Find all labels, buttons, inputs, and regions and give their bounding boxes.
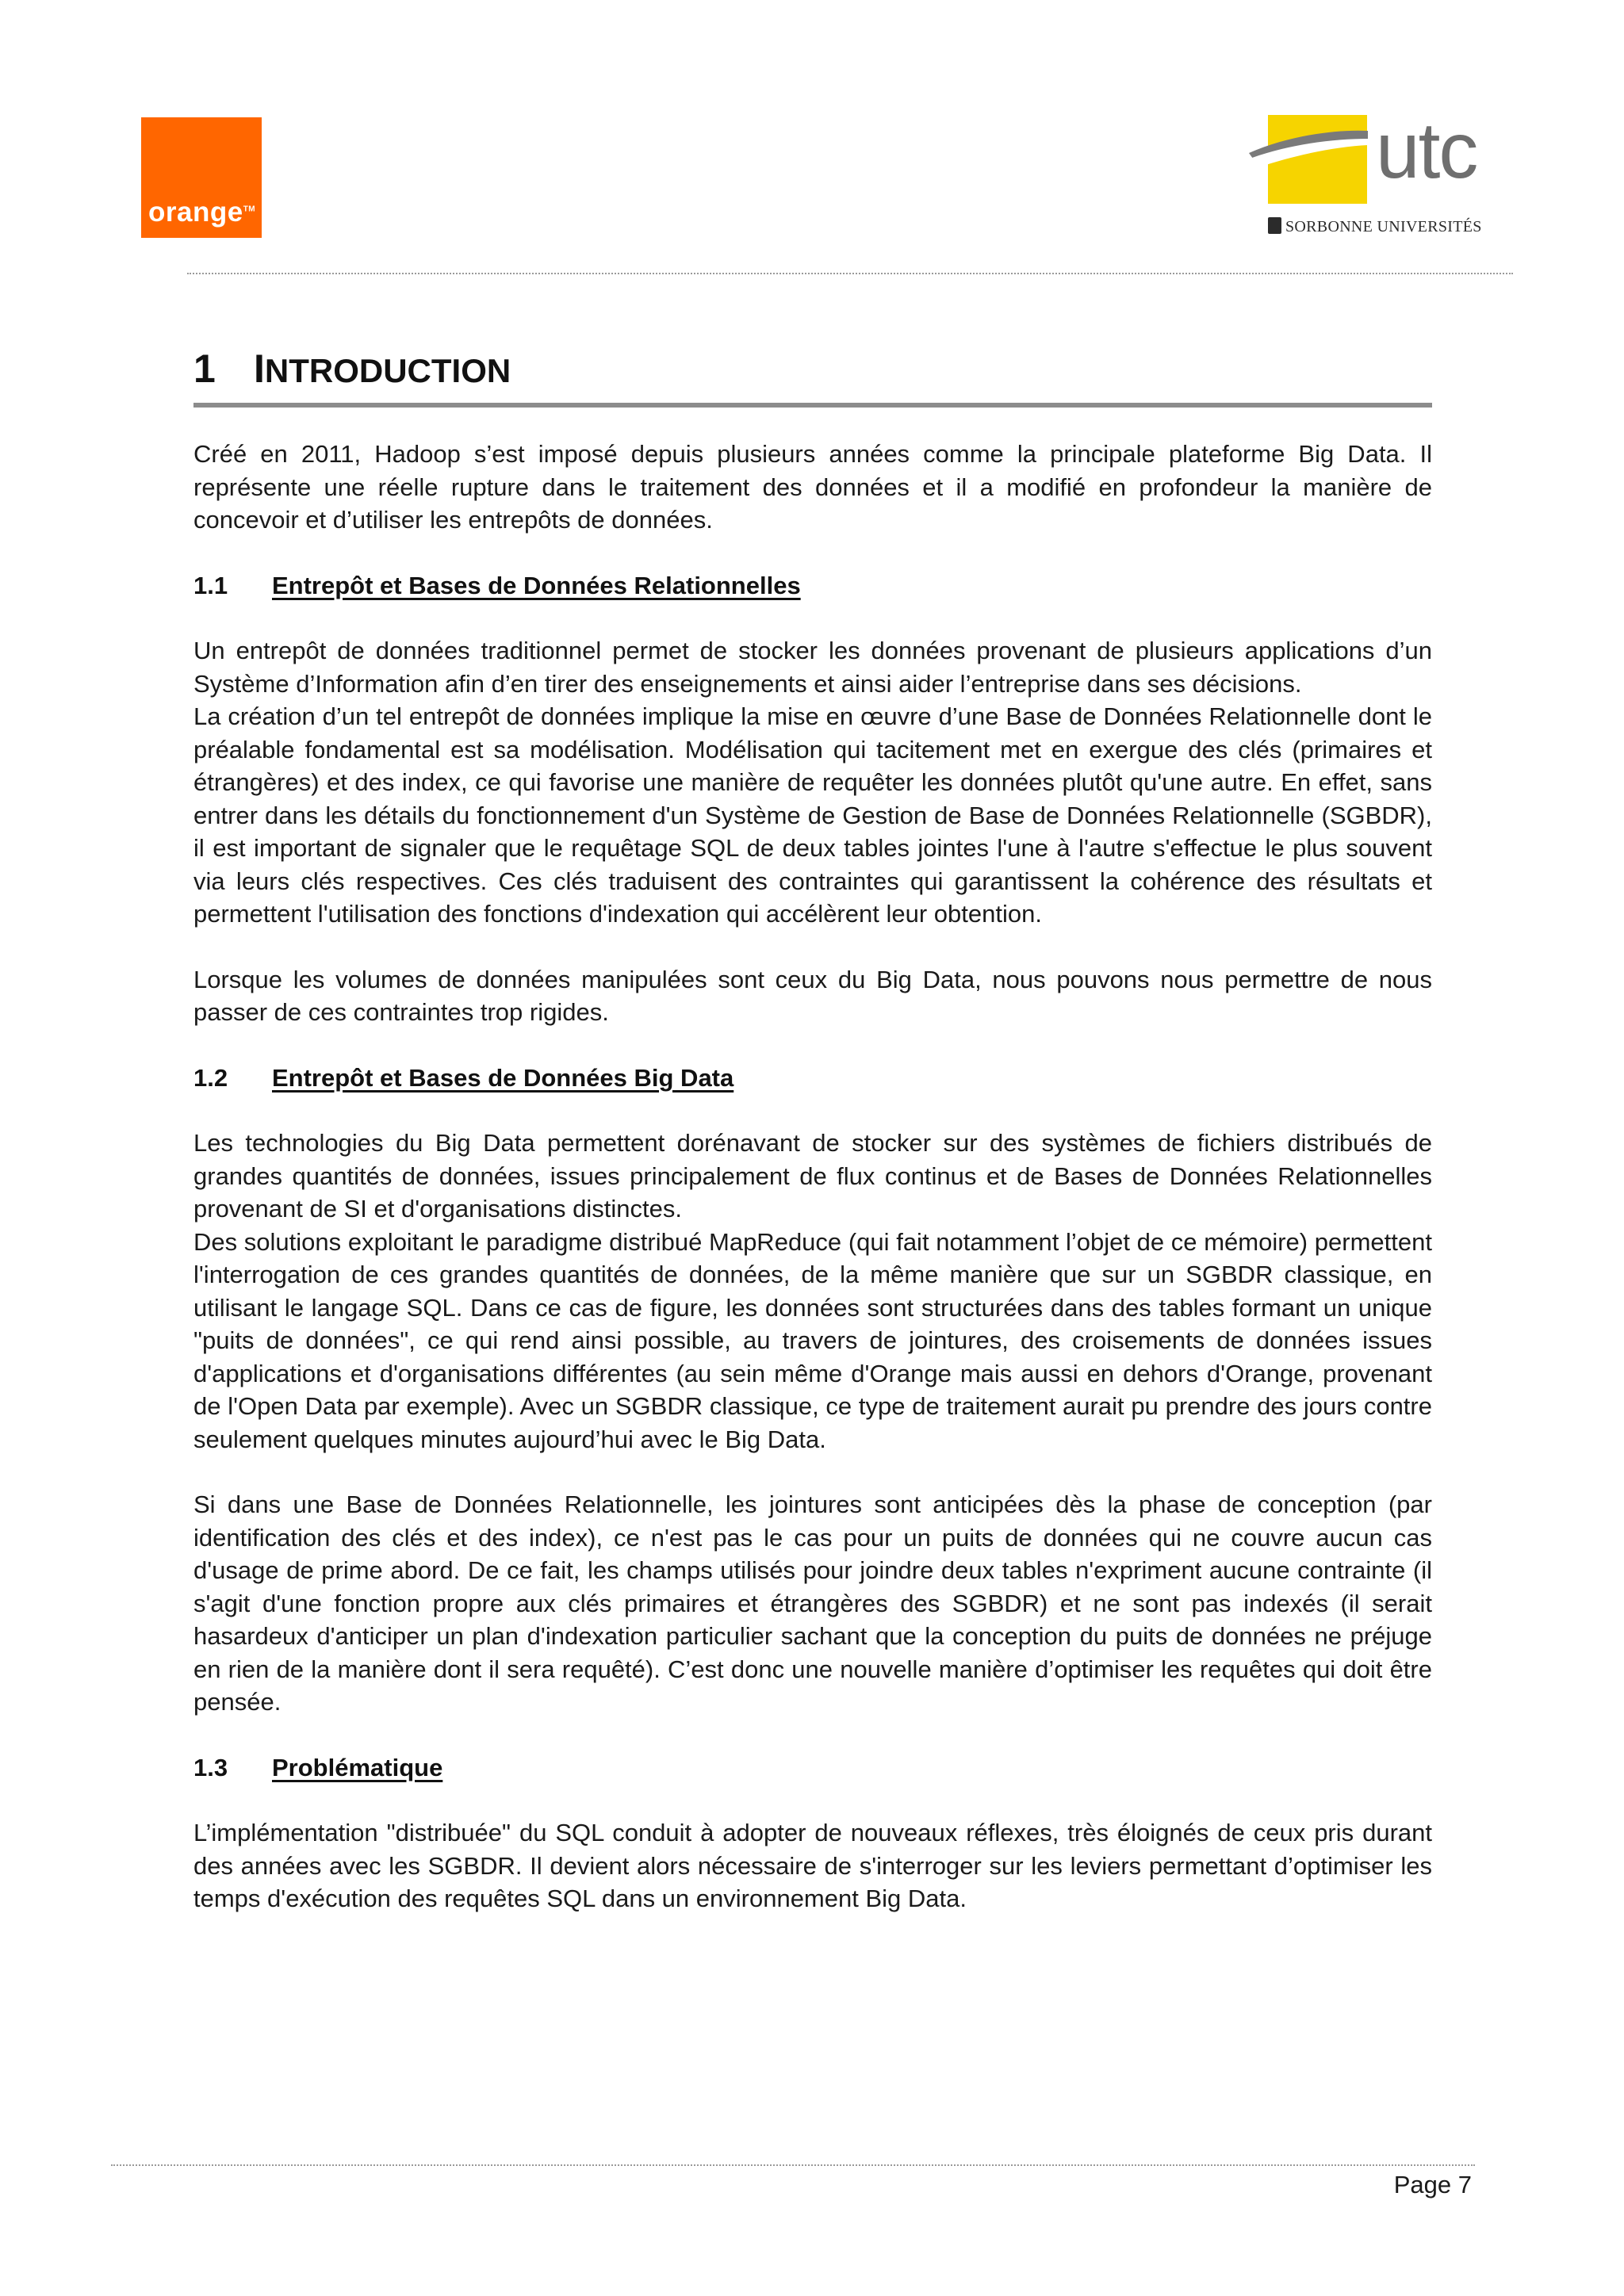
section-title: Entrepôt et Bases de Données Relationnelles (272, 571, 801, 599)
chapter-heading (193, 346, 1432, 408)
section-number: 1.2 (193, 1063, 228, 1092)
orange-logo-text: orange (148, 197, 243, 228)
section-number: 1.3 (193, 1753, 228, 1781)
paragraph: Lorsque les volumes de données manipulées sont ceux du Big Data, nous pouvons nous permettre de nous passer de ces contraintes trop rigides. (193, 965, 1432, 1026)
orange-logo-tm: TM (243, 205, 256, 214)
paragraph: Si dans une Base de Données Relationnelle, les jointures sont anticipées dès la phase de conception (par identification des clés et des index), ce n'est pas le cas pour un puits de données qui ne couvre aucun cas d'usage de prime abord. De ce fait, les champs utilisés pour joindre deux tables n'expriment aucune contrainte (il s'agit d'une fonction propre aux clés primaires et étrangères des SGBDR) et ne sont pas indexés (il serait hasardeux d'anticiper un plan d'indexation particulier sachant que la conception du puits de données ne préjuge en rien de la manière dont il sera requêté). C’est donc une nouvelle manière d’optimiser les requêtes qui doit être pensée. (193, 1490, 1432, 1716)
paragraph: La création d’un tel entrepôt de données implique la mise en œuvre d’une Base de Données Relationnelle dont le préalable fondamental est sa modélisation. Modélisation qui tacitement met en exergue des clés (primaires et étrangères) et des index, ce qui favorise une manière de requêter les données plutôt qu'une autre. En effet, sans entrer dans les détails du fonctionnement d'un Système de Gestion de Base de Données Relationnelle (SGBDR), il est important de signaler que le requêtage SQL de deux tables jointes l'une à l'autre s'effectue le plus souvent via leurs clés respectives. Ces clés traduisent des contraintes qui garantissent la cohérence des résultats et permettent l'utilisation des fonctions d'indexation qui accélèrent leur obtention. (193, 702, 1432, 928)
section-title: Entrepôt et Bases de Données Big Data (272, 1063, 734, 1092)
paragraph: L’implémentation "distribuée" du SQL conduit à adopter de nouveaux réflexes, très éloignés de ceux pris durant des années avec les SGBDR. Il devient alors nécessaire de s'interroger sur les leviers permettant d’optimiser les temps d'exécution des requêtes SQL dans un environnement Big Data. (193, 1819, 1432, 1912)
paragraph: Un entrepôt de données traditionnel permet de stocker les données provenant de plusieurs applications d’un Système d’Information afin d’en tirer des enseignements et ainsi aider l’entreprise dans ses décisions. (193, 637, 1432, 698)
page-content (193, 346, 1432, 1915)
chapter-title-initial: I (254, 346, 265, 391)
footer-divider (111, 2164, 1475, 2166)
section-heading-1-2 (193, 1062, 1432, 1095)
paragraph: Les technologies du Big Data permettent dorénavant de stocker sur des systèmes de fichiers distribués de grandes quantités de données, issues principalement de flux continus et de Bases de Données Relationnelles provenant de SI et d'organisations distinctes. (193, 1129, 1432, 1223)
orange-logo (141, 117, 262, 238)
utc-logo (1249, 107, 1511, 242)
chapter-title-rest: NTRODUCTION (264, 352, 511, 389)
section-heading-1-3 (193, 1751, 1432, 1785)
section-number: 1.1 (193, 571, 228, 599)
page-number: Page 7 (1393, 2171, 1472, 2198)
header-divider (187, 273, 1513, 274)
chapter-number: 1 (193, 346, 216, 391)
utc-logo-text: utc (1376, 106, 1477, 195)
intro-paragraph: Créé en 2011, Hadoop s’est imposé depuis plusieurs années comme la principale plateforme Big Data. Il représente une réelle rupture dans le traitement des données et il a modifié en profondeur la manière de concevoir et d’utiliser les entrepôts de données. (193, 440, 1432, 534)
utc-logo-subtitle: SORBONNE UNIVERSITÉS (1285, 218, 1482, 235)
section-heading-1-1 (193, 569, 1432, 603)
paragraph: Des solutions exploitant le paradigme distribué MapReduce (qui fait notamment l’objet de ce mémoire) permettent l'interrogation de ces grandes quantités de données, de la même manière que sur un SGBDR classique, en utilisant le langage SQL. Dans ce cas de figure, les données sont structurées dans des tables formant un unique "puits de données", ce qui rend ainsi possible, au travers de jointures, des croisements de données issues d'applications et d'organisations différentes (au sein même d'Orange mais aussi en dehors d'Orange, provenant de l'Open Data par exemple). Avec un SGBDR classique, ce type de traitement aurait pu prendre des jours contre seulement quelques minutes aujourd’hui avec le Big Data. (193, 1227, 1432, 1453)
sorbonne-shield-icon (1268, 217, 1281, 234)
section-title: Problématique (272, 1753, 443, 1781)
